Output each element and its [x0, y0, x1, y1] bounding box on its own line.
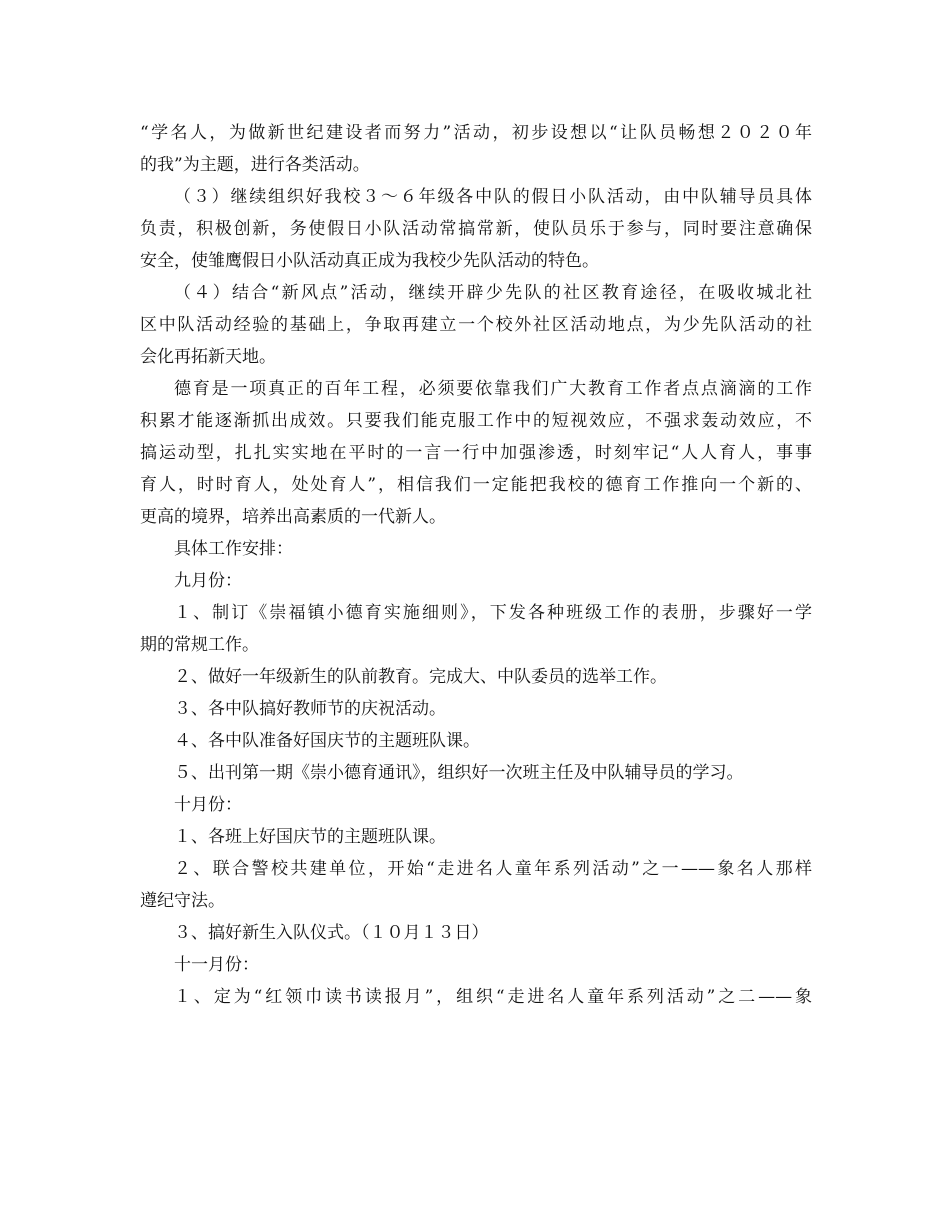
list-item: ２、做好一年级新生的队前教育。完成大、中队委员的选举工作。 — [174, 667, 667, 687]
text-line: 育人，时时育人，处处育人”，相信我们一定能把我校的德育工作推向一个新的、 — [140, 475, 812, 495]
text-line: 会化再拓新天地。 — [140, 347, 276, 367]
text-line: 搞运动型，扎扎实实地在平时的一言一行中加强渗透，时刻牢记“人人育人，事事 — [140, 443, 812, 463]
text-line: （３）继续组织好我校３～６年级各中队的假日小队活动，由中队辅导员具体 — [174, 187, 812, 207]
list-item: ５、出刊第一期《崇小德育通讯》，组织好一次班主任及中队辅导员的学习。 — [174, 763, 744, 783]
document-body — [140, 117, 812, 1013]
text-line: 遵纪守法。 — [140, 891, 225, 911]
text-line: 负责，积极创新，务使假日小队活动常搞常新，使队员乐于参与，同时要注意确保 — [140, 219, 812, 239]
list-item: ４、各中队准备好国庆节的主题班队课。 — [174, 731, 480, 751]
text-line: 的我”为主题，进行各类活动。 — [140, 155, 370, 175]
section-heading: 具体工作安排： — [174, 539, 293, 559]
text-line: 更高的境界，培养出高素质的一代新人。 — [140, 507, 446, 527]
list-item: １、定为“红领巾读书读报月”，组织“走进名人童年系列活动”之二——象 — [174, 987, 812, 1007]
text-line: 德育是一项真正的百年工程，必须要依靠我们广大教育工作者点点滴滴的工作 — [174, 379, 812, 399]
month-heading: 十月份： — [174, 795, 242, 815]
list-item: ２、联合警校共建单位，开始“走进名人童年系列活动”之一——象名人那样 — [174, 859, 812, 879]
text-line: 区中队活动经验的基础上，争取再建立一个校外社区活动地点，为少先队活动的社 — [140, 315, 812, 335]
text-line: 安全，使雏鹰假日小队活动真正成为我校少先队活动的特色。 — [140, 251, 599, 271]
list-item: １、各班上好国庆节的主题班队课。 — [174, 827, 446, 847]
list-item: ３、搞好新生入队仪式。（１０月１３日） — [174, 923, 489, 943]
text-line: （４）结合“新风点”活动，继续开辟少先队的社区教育途径，在吸收城北社 — [174, 283, 812, 303]
list-item: １、制订《崇福镇小德育实施细则》，下发各种班级工作的表册，步骤好一学 — [174, 603, 812, 623]
list-item: ３、各中队搞好教师节的庆祝活动。 — [174, 699, 446, 719]
month-heading: 十一月份： — [174, 955, 259, 975]
text-line: “学名人，为做新世纪建设者而努力”活动，初步设想以“让队员畅想２０２０年 — [140, 123, 812, 143]
text-line: 期的常规工作。 — [140, 635, 259, 655]
text-line: 积累才能逐渐抓出成效。只要我们能克服工作中的短视效应，不强求轰动效应，不 — [140, 411, 812, 431]
month-heading: 九月份： — [174, 571, 242, 591]
